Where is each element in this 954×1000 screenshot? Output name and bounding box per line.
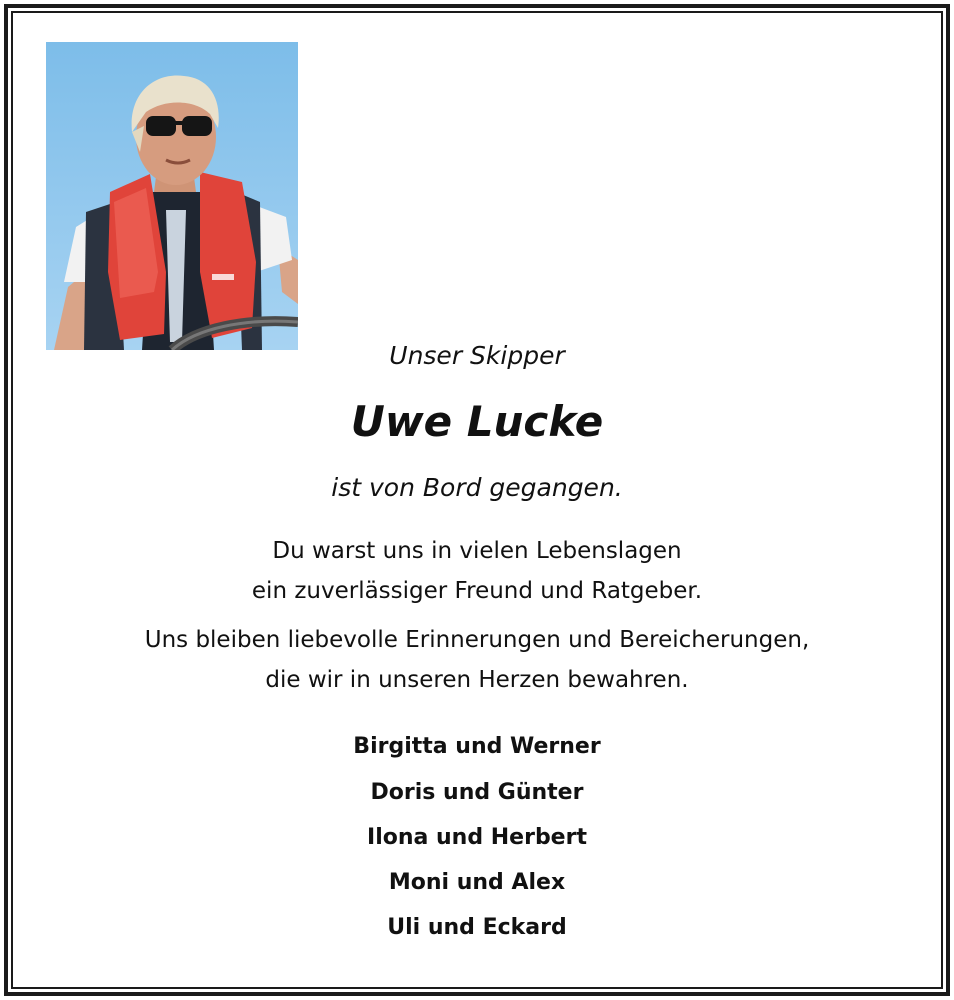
verse-line: Uns bleiben liebevolle Erinnerungen und Bereicherungen,	[144, 627, 810, 653]
mourner-name: Doris und Günter	[370, 780, 584, 805]
mourner-name: Uli und Eckard	[387, 915, 567, 940]
verse-line: Du warst uns in vielen Lebenslagen	[272, 538, 682, 564]
subtitle-line: ist von Bord gegangen.	[331, 473, 623, 502]
mourner-name: Ilona und Herbert	[367, 825, 587, 850]
portrait-photo	[46, 42, 298, 350]
verse-line: die wir in unseren Herzen bewahren.	[265, 667, 689, 693]
mourner-name: Moni und Alex	[388, 870, 566, 895]
deceased-name: Uwe Lucke	[350, 397, 604, 446]
verse-line: ein zuverlässiger Freund und Ratgeber.	[251, 578, 703, 604]
intro-line: Unser Skipper	[389, 341, 565, 370]
mourner-name: Birgitta und Werner	[353, 734, 601, 759]
